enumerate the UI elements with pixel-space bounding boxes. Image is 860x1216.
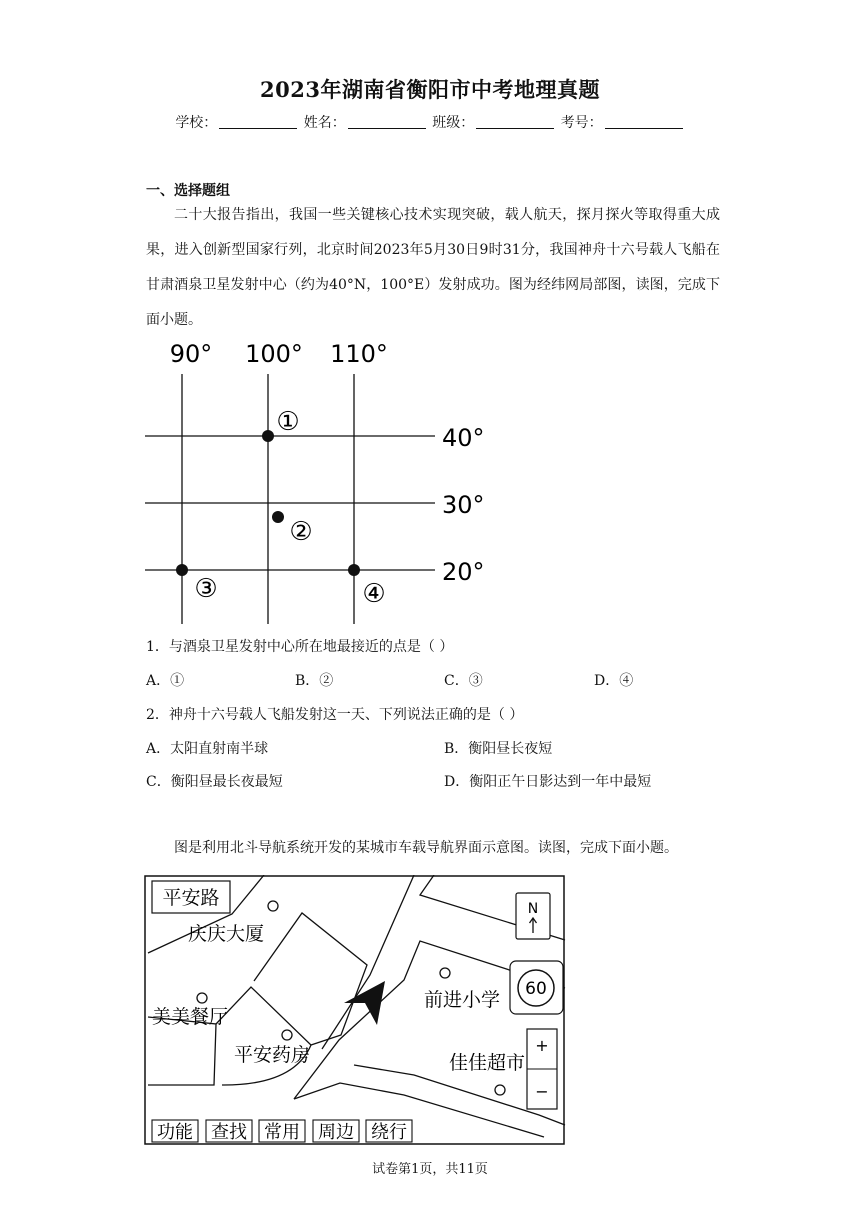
- lon-label-90: 90°: [169, 340, 213, 368]
- name-label: 姓名：: [303, 115, 346, 131]
- road-name: 平安路: [162, 887, 220, 909]
- menu-label-detour: 绕行: [371, 1122, 407, 1143]
- point-1-marker: [262, 430, 274, 442]
- place-marker-4[interactable]: [440, 968, 450, 978]
- q2-option-b[interactable]: B．衡阳昼长夜短: [444, 741, 553, 757]
- lat-label-30: 30°: [442, 491, 485, 519]
- point-3-marker: [176, 564, 188, 576]
- class-label: 班级：: [432, 115, 475, 131]
- menu-label-search: 查找: [211, 1122, 247, 1143]
- student-info-line: [0, 112, 860, 132]
- question-2-stem: 2．神舟十六号载人飞船发射这一天、下列说法正确的是（ ）: [146, 707, 524, 723]
- point-2-marker: [272, 511, 284, 523]
- place-label-2: 美美餐厅: [151, 1006, 229, 1028]
- point-2-label: ②: [289, 517, 313, 547]
- place-label-3: 平安药房: [233, 1044, 311, 1066]
- lat-lon-grid-map: [140, 334, 500, 629]
- q2-option-c[interactable]: C．衡阳昼最长夜最短: [146, 774, 283, 790]
- exam-title: 2023年湖南省衡阳市中考地理真题: [260, 77, 600, 102]
- lon-label-100: 100°: [245, 340, 303, 368]
- zoom-out-button[interactable]: −: [535, 1082, 549, 1101]
- q1-option-c[interactable]: C．③: [444, 673, 483, 689]
- q1-option-a[interactable]: A．①: [146, 673, 185, 689]
- place-label-5: 佳佳超市: [448, 1052, 526, 1074]
- point-4-label: ④: [362, 579, 386, 609]
- question-1-stem: 1．与酒泉卫星发射中心所在地最接近的点是（ ）: [146, 639, 454, 655]
- q1-option-b[interactable]: B．②: [295, 673, 334, 689]
- name-blank[interactable]: [348, 114, 426, 129]
- lat-label-40: 40°: [442, 424, 485, 452]
- car-navigation-map: [144, 875, 566, 1147]
- place-marker-3[interactable]: [282, 1030, 292, 1040]
- section-heading: 一、选择题组: [146, 183, 230, 199]
- school-blank[interactable]: [219, 114, 297, 129]
- menu-label-function: 功能: [157, 1122, 193, 1143]
- intro-paragraph-2: 图是利用北斗导航系统开发的某城市车载导航界面示意图。读图，完成下面小题。: [174, 840, 678, 856]
- q2-option-a[interactable]: A．太阳直射南半球: [146, 741, 269, 757]
- lon-label-110: 110°: [330, 340, 388, 368]
- place-label-4: 前进小学: [423, 989, 501, 1011]
- lat-label-20: 20°: [442, 558, 485, 586]
- school-label: 学校：: [175, 115, 218, 131]
- compass-north: N: [527, 901, 539, 917]
- menu-label-nearby: 周边: [318, 1122, 354, 1143]
- number-blank[interactable]: [605, 114, 683, 129]
- place-marker-5[interactable]: [495, 1085, 505, 1095]
- menu-label-common: 常用: [264, 1122, 300, 1143]
- zoom-in-button[interactable]: +: [535, 1036, 549, 1055]
- place-label-1: 庆庆大厦: [187, 923, 265, 945]
- place-marker-1[interactable]: [268, 901, 278, 911]
- point-4-marker: [348, 564, 360, 576]
- intro-paragraph-1: 二十大报告指出，我国一些关键核心技术实现突破，载人航天，探月探火等取得重大成果，进入创新型国家行列，北京时间2023年5月30日9时31分，我国神舟十六号载人飞船在甘肃酒泉卫星发射中心（约为40°N，100°E）发射成功。图为经纬网局部图，读图，完成下面小题。: [146, 207, 720, 328]
- q1-option-d[interactable]: D．④: [594, 673, 634, 689]
- point-1-label: ①: [276, 407, 300, 437]
- number-label: 考号：: [560, 115, 603, 131]
- point-3-label: ③: [194, 574, 218, 604]
- speed-limit-value: 60: [525, 979, 547, 999]
- class-blank[interactable]: [476, 114, 554, 129]
- q2-option-d[interactable]: D．衡阳正午日影达到一年中最短: [444, 774, 652, 790]
- page-footer: 试卷第1页，共11页: [372, 1162, 488, 1177]
- place-marker-2[interactable]: [197, 993, 207, 1003]
